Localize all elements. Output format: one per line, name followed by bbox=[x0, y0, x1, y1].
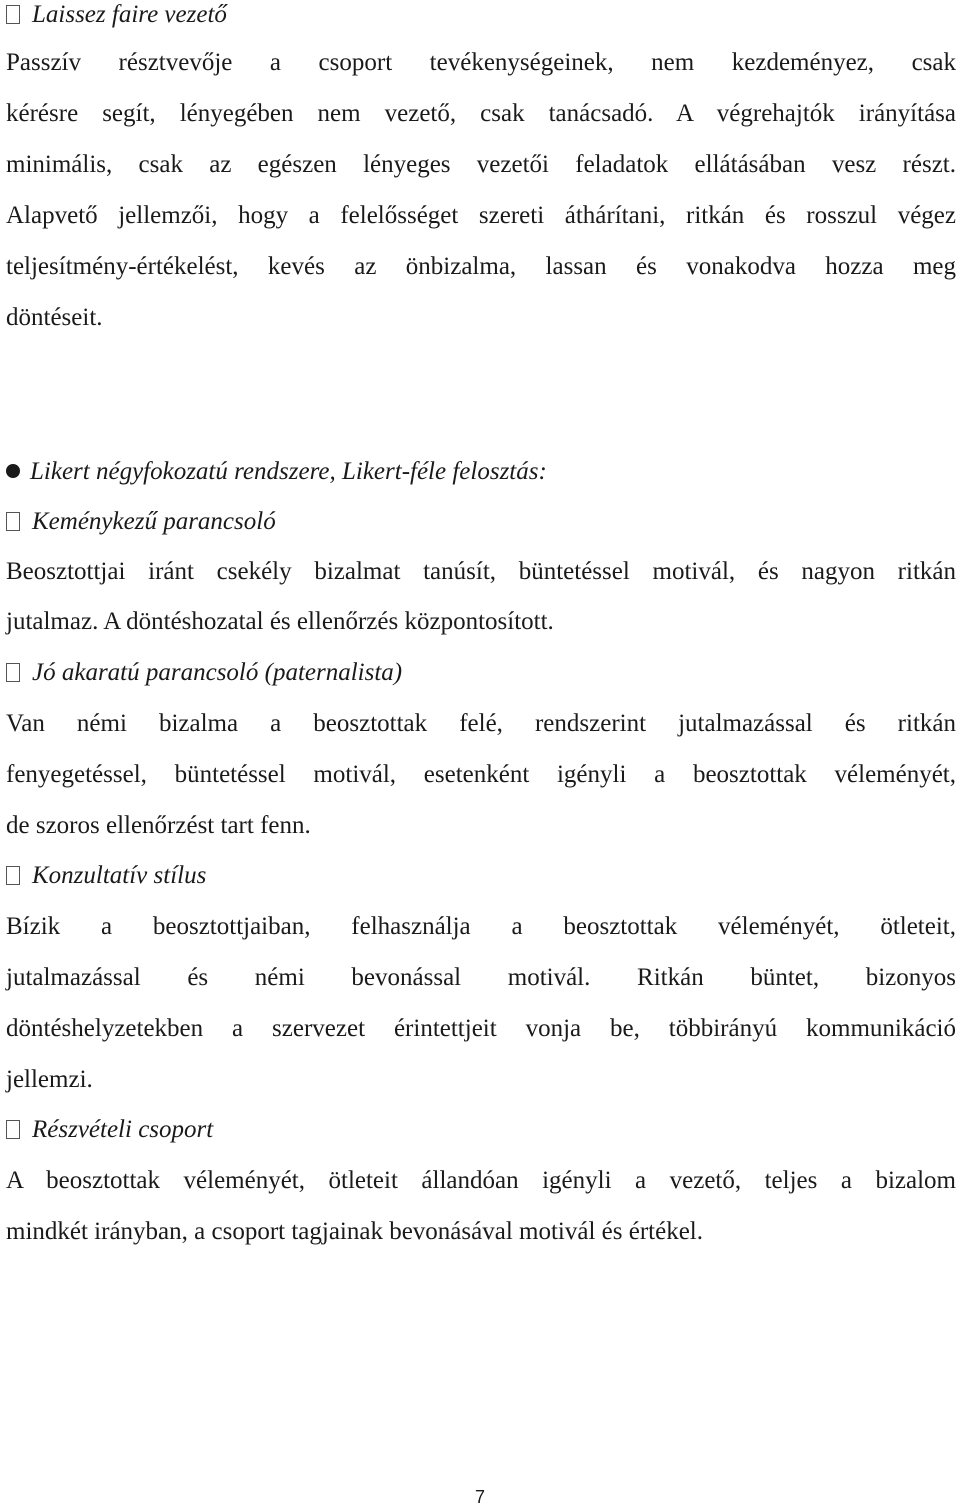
reszveteli-line-2: mindkét irányban, a csoport tagjainak bevonásával motivál és értékel. bbox=[6, 1218, 703, 1245]
konzultativ-line-4: jellemzi. bbox=[6, 1066, 93, 1093]
heading-konzultativ: Konzultatív stílus bbox=[6, 861, 956, 891]
page-number: 7 bbox=[474, 1487, 485, 1507]
heading-reszveteli: Részvételi csoport bbox=[6, 1115, 956, 1145]
laissez-line-1: Passzív résztvevője a csoport tevékenységeinek, nem kezdeményez, csak bbox=[6, 49, 956, 76]
checkbox-bullet-icon bbox=[6, 1120, 20, 1139]
reszveteli-line-1: A beosztottak véleményét, ötleteit állandóan igényli a vezető, teljes a bizalom bbox=[6, 1167, 956, 1194]
konzultativ-line-1: Bízik a beosztottjaiban, felhasználja a beosztottak véleményét, ötleteit, bbox=[6, 913, 956, 940]
heading-kemenykezu: Keménykezű parancsoló bbox=[6, 507, 956, 537]
konzultativ-line-2: jutalmazással és némi bevonással motivál. Ritkán büntet, bizonyos bbox=[6, 964, 956, 991]
laissez-line-3: minimális, csak az egészen lényeges vezetői feladatok ellátásában vesz részt. bbox=[6, 151, 956, 178]
checkbox-bullet-icon bbox=[6, 866, 20, 885]
jo-akaratu-line-1: Van némi bizalma a beosztottak felé, rendszerint jutalmazással és ritkán bbox=[6, 710, 956, 737]
heading-jo-akaratu: Jó akaratú parancsoló (paternalista) bbox=[6, 658, 956, 688]
kemenykezu-line-2: jutalmaz. A döntéshozatal és ellenőrzés központosított. bbox=[6, 608, 554, 635]
jo-akaratu-line-3: de szoros ellenőrzést tart fenn. bbox=[6, 812, 311, 839]
laissez-line-4: Alapvető jellemzői, hogy a felelősséget szereti áthárítani, ritkán és rosszul végez bbox=[6, 202, 956, 229]
heading-likert: Likert négyfokozatú rendszere, Likert-féle felosztás: bbox=[6, 457, 956, 487]
kemenykezu-line-1: Beosztottjai iránt csekély bizalmat tanúsít, büntetéssel motivál, és nagyon ritkán bbox=[6, 558, 956, 585]
jo-akaratu-line-2: fenyegetéssel, büntetéssel motivál, esetenként igényli a beosztottak véleményét, bbox=[6, 761, 956, 788]
heading-laissez-faire: Laissez faire vezető bbox=[6, 0, 956, 30]
laissez-line-2: kérésre segít, lényegében nem vezető, csak tanácsadó. A végrehajtók irányítása bbox=[6, 100, 956, 127]
laissez-line-5: teljesítmény-értékelést, kevés az önbizalma, lassan és vonakodva hozza meg bbox=[6, 253, 956, 280]
checkbox-bullet-icon bbox=[6, 5, 20, 24]
laissez-line-6: döntéseit. bbox=[6, 304, 103, 331]
checkbox-bullet-icon bbox=[6, 512, 20, 531]
konzultativ-line-3: döntéshelyzetekben a szervezet érintettjeit vonja be, többirányú kommunikáció bbox=[6, 1015, 956, 1042]
checkbox-bullet-icon bbox=[6, 663, 20, 682]
round-bullet-icon bbox=[6, 464, 20, 478]
